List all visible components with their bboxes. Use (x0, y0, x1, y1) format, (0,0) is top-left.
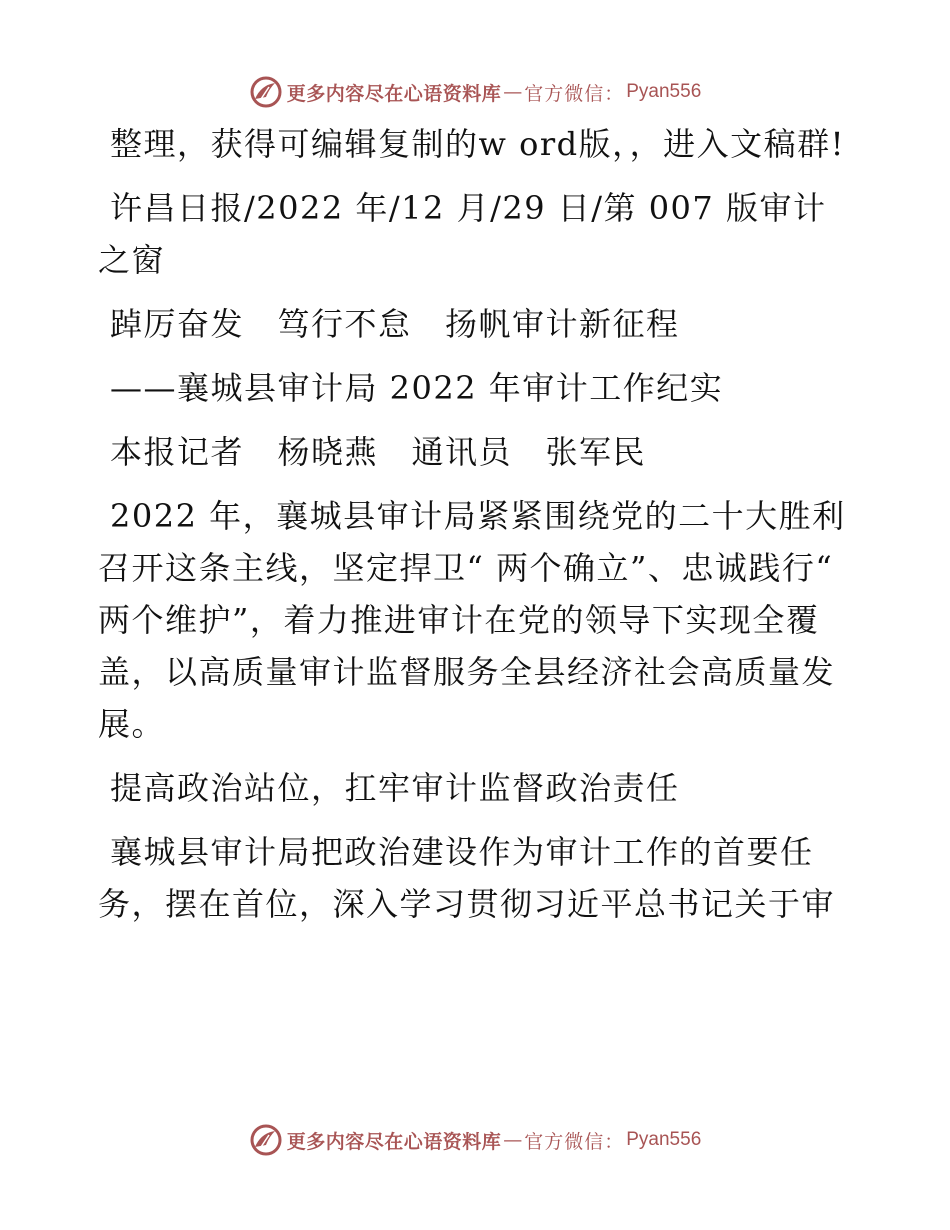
footer-banner (0, 1120, 950, 1160)
pen-logo-icon (249, 1123, 283, 1157)
banner-label: 官方微信： (524, 1130, 625, 1153)
paragraph: 2022 年，襄城县审计局紧紧围绕党的二十大胜利召开这条主线，坚定捍卫“ 两个确立”、忠诚践行“ 两个维护”，着力推进审计在党的领导下实现全覆盖，以高质量审计监督服务全县经济社会高质量发展。 (98, 497, 846, 743)
banner-text: 更多内容尽在心语资料库 (286, 1130, 502, 1153)
banner-dash: — (503, 81, 523, 103)
paragraph: 整理，获得可编辑复制的w ord版，，进入文稿群! (110, 125, 845, 163)
header-banner (0, 72, 950, 112)
section-heading: 提高政治站位，扛牢审计监督政治责任 (110, 769, 680, 807)
article-title: 踔厉奋发 笃行不怠 扬帆审计新征程 (110, 305, 680, 343)
paragraph: 许昌日报/2022 年/12 月/29 日/第 007 版审计之窗 (98, 189, 827, 279)
article-subtitle: ——襄城县审计局 2022 年审计工作纪实 (110, 369, 724, 407)
banner-wechat-id: Pyan556 (626, 81, 702, 102)
banner-dash: — (503, 1129, 523, 1151)
banner-wechat-id: Pyan556 (626, 1129, 702, 1150)
banner-label: 官方微信： (524, 82, 625, 105)
document-body (98, 118, 858, 942)
pen-logo-icon (249, 75, 283, 109)
banner-text: 更多内容尽在心语资料库 (286, 82, 502, 105)
paragraph: 襄城县审计局把政治建设作为审计工作的首要任务，摆在首位，深入学习贯彻习近平总书记关于审 (98, 833, 836, 923)
byline: 本报记者 杨晓燕 通讯员 张军民 (110, 433, 647, 471)
